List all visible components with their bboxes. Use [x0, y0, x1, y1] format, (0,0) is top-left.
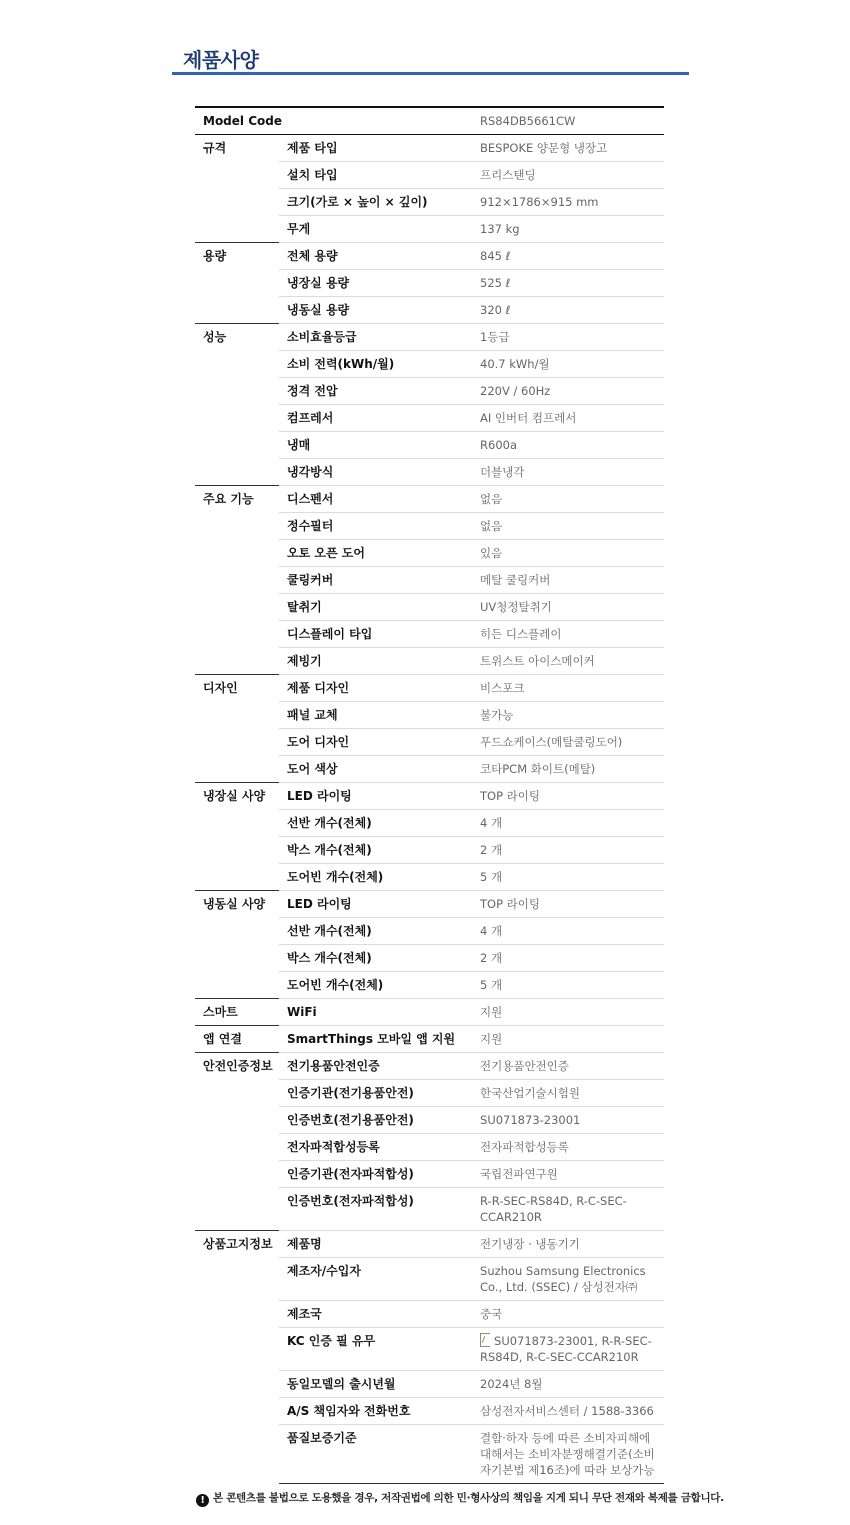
- spec-key: 인증번호(전자파적합성): [279, 1188, 471, 1231]
- page-title: 제품사양: [183, 48, 259, 72]
- spec-value: 프리스탠딩: [471, 162, 664, 189]
- spec-row: [195, 675, 664, 702]
- spec-row: [195, 324, 664, 351]
- spec-category: 성능: [195, 324, 279, 486]
- spec-key: 정수필터: [279, 513, 471, 540]
- spec-key: 쿨링커버: [279, 567, 471, 594]
- spec-category: 냉장실 사양: [195, 783, 279, 891]
- spec-key: 냉각방식: [279, 459, 471, 486]
- spec-key: 전자파적합성등록: [279, 1134, 471, 1161]
- spec-value: 지원: [471, 1026, 664, 1053]
- spec-value: 비스포크: [471, 675, 664, 702]
- spec-row: [195, 783, 664, 810]
- model-code-label: Model Code: [195, 107, 471, 135]
- exclamation-icon: !: [196, 1494, 209, 1507]
- spec-key: 인증번호(전기용품안전): [279, 1107, 471, 1134]
- spec-value: 없음: [471, 513, 664, 540]
- spec-value: 320 ℓ: [471, 297, 664, 324]
- spec-key: 제품명: [279, 1231, 471, 1258]
- spec-value: UV청정탈취기: [471, 594, 664, 621]
- spec-value: 전자파적합성등록: [471, 1134, 664, 1161]
- spec-value: 지원: [471, 999, 664, 1026]
- spec-value: 137 kg: [471, 216, 664, 243]
- spec-category: 상품고지정보: [195, 1231, 279, 1484]
- spec-value: 트위스트 아이스메이커: [471, 648, 664, 675]
- spec-value: R-R-SEC-RS84D, R-C-SEC-CCAR210R: [471, 1188, 664, 1231]
- spec-key: A/S 책임자와 전화번호: [279, 1398, 471, 1425]
- spec-key: 소비 전력(kWh/월): [279, 351, 471, 378]
- spec-key: 제조국: [279, 1301, 471, 1328]
- spec-value: 845 ℓ: [471, 243, 664, 270]
- spec-category: 용량: [195, 243, 279, 324]
- spec-key: 설치 타입: [279, 162, 471, 189]
- spec-category: 스마트: [195, 999, 279, 1026]
- spec-category: 디자인: [195, 675, 279, 783]
- title-rule: [172, 72, 689, 75]
- spec-key: 정격 전압: [279, 378, 471, 405]
- spec-value: 있음: [471, 540, 664, 567]
- spec-key: 컴프레서: [279, 405, 471, 432]
- spec-value: 푸드쇼케이스(메탈쿨링도어): [471, 729, 664, 756]
- spec-key: 전체 용량: [279, 243, 471, 270]
- spec-value: 전기용품안전인증: [471, 1053, 664, 1080]
- copyright-notice: [196, 1490, 724, 1507]
- spec-row: [195, 1026, 664, 1053]
- spec-row: [195, 243, 664, 270]
- spec-row: [195, 1231, 664, 1258]
- spec-key: 오토 오픈 도어: [279, 540, 471, 567]
- spec-key: 냉동실 용량: [279, 297, 471, 324]
- model-code-value: RS84DB5661CW: [471, 107, 664, 135]
- spec-key: 냉장실 용량: [279, 270, 471, 297]
- spec-value: BESPOKE 양문형 냉장고: [471, 135, 664, 162]
- spec-key: 무게: [279, 216, 471, 243]
- spec-key: 선반 개수(전체): [279, 918, 471, 945]
- spec-value: 코타PCM 화이트(메탈): [471, 756, 664, 783]
- spec-value: R600a: [471, 432, 664, 459]
- spec-key: 박스 개수(전체): [279, 837, 471, 864]
- spec-key: 제품 타입: [279, 135, 471, 162]
- spec-key: 패널 교체: [279, 702, 471, 729]
- spec-key: 인증기관(전자파적합성): [279, 1161, 471, 1188]
- spec-key: 냉매: [279, 432, 471, 459]
- spec-value: [471, 1328, 664, 1371]
- spec-key: 디스펜서: [279, 486, 471, 513]
- spec-key: 디스플레이 타입: [279, 621, 471, 648]
- spec-value: 5 개: [471, 972, 664, 999]
- model-code-row: [195, 107, 664, 135]
- spec-key: KC 인증 필 유무: [279, 1328, 471, 1371]
- spec-value: AI 인버터 컴프레서: [471, 405, 664, 432]
- spec-value: TOP 라이팅: [471, 891, 664, 918]
- spec-row: [195, 135, 664, 162]
- spec-key: 전기용품안전인증: [279, 1053, 471, 1080]
- spec-key: 제빙기: [279, 648, 471, 675]
- spec-row: [195, 999, 664, 1026]
- spec-row: [195, 891, 664, 918]
- spec-value: 4 개: [471, 918, 664, 945]
- spec-value: 2024년 8월: [471, 1371, 664, 1398]
- spec-value: 4 개: [471, 810, 664, 837]
- spec-value: 525 ℓ: [471, 270, 664, 297]
- kc-mark-icon: [480, 1333, 490, 1347]
- notice-text: 본 콘텐츠를 불법으로 도용했을 경우, 저작권법에 의한 민·형사상의 책임을 지게 되니 무단 전재와 복제를 금합니다.: [213, 1492, 724, 1504]
- spec-category: 앱 연결: [195, 1026, 279, 1053]
- spec-key: 동일모델의 출시년월: [279, 1371, 471, 1398]
- spec-value: 더블냉각: [471, 459, 664, 486]
- spec-value: 히든 디스플레이: [471, 621, 664, 648]
- spec-key: 제조자/수입자: [279, 1258, 471, 1301]
- spec-key: 도어 색상: [279, 756, 471, 783]
- spec-key: 품질보증기준: [279, 1425, 471, 1484]
- spec-category: 주요 기능: [195, 486, 279, 675]
- spec-key: 탈취기: [279, 594, 471, 621]
- spec-key: 도어빈 개수(전체): [279, 864, 471, 891]
- spec-value: 삼성전자서비스센터 / 1588-3366: [471, 1398, 664, 1425]
- spec-value: 5 개: [471, 864, 664, 891]
- spec-value: Suzhou Samsung Electronics Co., Ltd. (SSEC) / 삼성전자㈜: [471, 1258, 664, 1301]
- spec-value: 한국산업기술시험원: [471, 1080, 664, 1107]
- spec-value: 220V / 60Hz: [471, 378, 664, 405]
- spec-key: SmartThings 모바일 앱 지원: [279, 1026, 471, 1053]
- spec-value: TOP 라이팅: [471, 783, 664, 810]
- spec-category: 안전인증정보: [195, 1053, 279, 1231]
- spec-value: 2 개: [471, 945, 664, 972]
- spec-key: 선반 개수(전체): [279, 810, 471, 837]
- spec-key: 소비효율등급: [279, 324, 471, 351]
- spec-value: 결함·하자 등에 따른 소비자피해에 대해서는 소비자분쟁해결기준(소비자기본법 제16조)에 따라 보상가능: [471, 1425, 664, 1484]
- spec-key: 도어빈 개수(전체): [279, 972, 471, 999]
- spec-value: 불가능: [471, 702, 664, 729]
- spec-category: 냉동실 사양: [195, 891, 279, 999]
- spec-row: [195, 1053, 664, 1080]
- spec-value: 전기냉장 · 냉동기기: [471, 1231, 664, 1258]
- spec-key: LED 라이팅: [279, 891, 471, 918]
- spec-key: 박스 개수(전체): [279, 945, 471, 972]
- spec-table: [195, 106, 664, 1484]
- spec-value: 40.7 kWh/월: [471, 351, 664, 378]
- spec-value: 912×1786×915 mm: [471, 189, 664, 216]
- spec-value: 없음: [471, 486, 664, 513]
- spec-value: SU071873-23001: [471, 1107, 664, 1134]
- spec-value: 중국: [471, 1301, 664, 1328]
- spec-key: 제품 디자인: [279, 675, 471, 702]
- spec-key: 인증기관(전기용품안전): [279, 1080, 471, 1107]
- spec-value: 국립전파연구원: [471, 1161, 664, 1188]
- spec-value: 메탈 쿨링커버: [471, 567, 664, 594]
- spec-key: 크기(가로 × 높이 × 깊이): [279, 189, 471, 216]
- spec-key: WiFi: [279, 999, 471, 1026]
- spec-row: [195, 486, 664, 513]
- spec-value: 1등급: [471, 324, 664, 351]
- spec-key: 도어 디자인: [279, 729, 471, 756]
- spec-value: 2 개: [471, 837, 664, 864]
- spec-category: 규격: [195, 135, 279, 243]
- spec-key: LED 라이팅: [279, 783, 471, 810]
- kc-value-text: SU071873-23001, R-R-SEC-RS84D, R-C-SEC-CCAR210R: [480, 1334, 652, 1364]
